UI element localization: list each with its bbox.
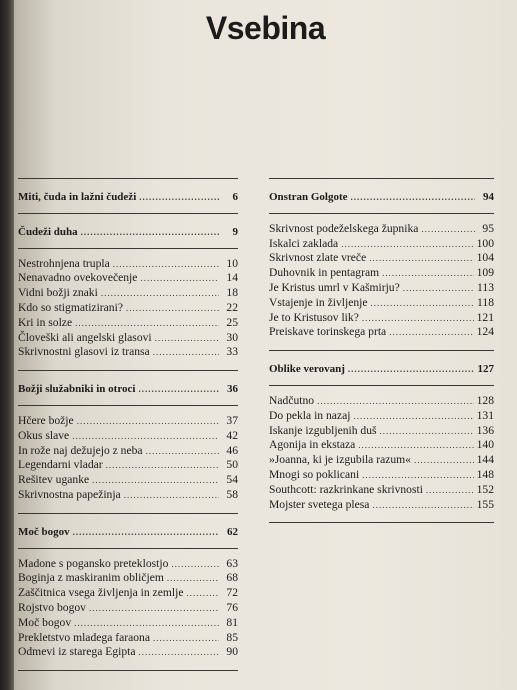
dot-leader — [382, 267, 473, 281]
toc-entry-row — [18, 257, 238, 272]
toc-entry-title: Mnogi so poklicani — [269, 467, 360, 481]
toc-entry-title: Southcott: razkrinkane skrivnosti — [269, 482, 423, 496]
toc-entry-title: Madone s pogansko preteklostjo — [18, 556, 169, 570]
toc-entry-row — [269, 438, 494, 453]
toc-entry-title: Moč bogov — [18, 615, 72, 629]
toc-entry-row — [269, 296, 494, 311]
toc-section-row — [18, 191, 238, 205]
toc-page-number: 37 — [226, 413, 238, 427]
toc-page-number: 30 — [226, 330, 238, 344]
toc-entry-row — [269, 498, 494, 513]
toc-page-number: 109 — [476, 266, 494, 280]
toc-entry-row — [18, 645, 238, 660]
page-title: Vsebina — [205, 10, 326, 46]
toc-page-number: 152 — [476, 482, 494, 496]
dot-leader — [81, 226, 219, 240]
toc-page-number: 81 — [226, 615, 238, 629]
toc-page-number: 148 — [476, 467, 494, 481]
toc-entry-title: Iskanje izgubljenih duš — [269, 423, 377, 437]
toc-page-number: 131 — [476, 408, 494, 422]
toc-entry-row — [18, 331, 238, 346]
dot-leader — [77, 415, 219, 429]
toc-entry-row — [18, 631, 238, 646]
dot-leader — [421, 223, 475, 237]
dot-leader — [414, 454, 474, 468]
dot-leader — [155, 332, 219, 346]
toc-page-number: 155 — [476, 497, 494, 511]
dot-leader — [89, 602, 219, 616]
toc-section-title: Oblike verovanj — [269, 363, 345, 376]
toc-page-number: 33 — [226, 345, 238, 359]
dot-leader — [74, 617, 219, 631]
toc-entry-title: Nestrohnjena trupla — [18, 256, 110, 270]
toc-page-number: 62 — [227, 525, 238, 538]
dot-leader — [348, 363, 475, 377]
toc-section-row — [269, 191, 494, 205]
dot-leader — [389, 326, 473, 340]
toc-entry-title: Je Kristus umrl v Kašmirju? — [269, 280, 400, 294]
dot-leader — [72, 430, 219, 444]
toc-entry-row — [269, 453, 494, 468]
book-spine — [0, 0, 14, 690]
toc-entry-title: Kdo so stigmatizirani? — [18, 300, 123, 314]
toc-entry-row — [18, 316, 238, 331]
toc-page-number: 36 — [227, 383, 238, 396]
toc-entry-title: Človeški ali angelski glasovi — [18, 330, 152, 344]
toc-entry-title: Mojster svetega plesa — [269, 497, 370, 511]
toc-entry-row — [18, 586, 238, 601]
toc-section-row — [18, 383, 238, 397]
section-rule — [269, 522, 494, 523]
toc-page-number: 58 — [226, 487, 238, 501]
toc-entry-title: Rešitev uganke — [18, 473, 90, 487]
toc-page-number: 95 — [482, 221, 494, 235]
toc-entry-title: Vstajenje in življenje — [269, 295, 368, 309]
toc-entry-row — [269, 409, 494, 424]
dot-leader — [358, 439, 473, 453]
toc-entry-title: Nadčutno — [269, 393, 315, 407]
toc-section-row — [269, 363, 494, 377]
toc-entry-row — [18, 557, 238, 572]
dot-leader — [146, 445, 219, 459]
toc-entry-title: Vidni božji znaki — [18, 286, 98, 300]
dot-leader — [372, 499, 473, 513]
toc-section-title: Božji služabniki in otroci — [18, 383, 136, 396]
toc-page-number: 85 — [226, 630, 238, 644]
toc-column-left — [18, 178, 238, 671]
toc-page-number: 136 — [476, 423, 494, 437]
dot-leader — [153, 346, 219, 360]
toc-entry-title: »Joanna, ki je izgubila razum« — [269, 453, 411, 467]
dot-leader — [341, 238, 473, 252]
toc-section-title: Onstran Golgote — [269, 191, 348, 203]
toc-page-number: 50 — [226, 458, 238, 472]
dot-leader — [73, 526, 219, 540]
dot-leader — [113, 258, 219, 272]
toc-entry-title: Nenavadno ovekovečenje — [18, 271, 138, 285]
dot-leader — [353, 410, 473, 424]
dot-leader — [317, 395, 474, 409]
toc-entry-row — [18, 286, 238, 301]
toc-entry-title: Odmevi iz starega Egipta — [18, 645, 136, 659]
toc-entry-row — [269, 237, 494, 252]
toc-section-title: Čudeži duha — [18, 225, 78, 238]
toc-entry-row — [18, 444, 238, 459]
toc-page-number: 128 — [476, 393, 494, 407]
dot-leader — [139, 191, 219, 205]
toc-entry-title: Skrivnost podeželskega župnika — [269, 221, 419, 235]
dot-leader — [369, 252, 473, 266]
dot-leader — [138, 383, 219, 397]
toc-entry-row — [18, 414, 238, 429]
toc-page-number: 6 — [232, 191, 238, 203]
dot-leader — [126, 302, 219, 316]
toc-entry-row — [18, 345, 238, 360]
toc-entry-title: Do pekla in nazaj — [269, 408, 351, 422]
dot-leader — [139, 646, 219, 660]
toc-entry-row — [18, 458, 238, 473]
toc-page-number: 54 — [226, 473, 238, 487]
toc-entry-title: Zaščitnica vsega življenja in zemlje — [18, 586, 184, 600]
toc-entry-row — [18, 429, 238, 444]
toc-page-number: 63 — [226, 556, 238, 570]
dot-leader — [426, 484, 474, 498]
toc-entry-row — [269, 394, 494, 409]
dot-leader — [140, 272, 219, 286]
toc-page-number: 100 — [476, 236, 494, 250]
toc-entry-title: Iskalci zaklada — [269, 236, 339, 250]
toc-page-number: 18 — [226, 286, 238, 300]
book-page — [14, 0, 517, 690]
toc-entry-title: Boginja z maskiranim obličjem — [18, 571, 164, 585]
toc-page-number: 9 — [232, 225, 238, 238]
toc-entry-row — [269, 325, 494, 340]
toc-page-number: 42 — [226, 428, 238, 442]
toc-page-number: 46 — [226, 443, 238, 457]
section-rule — [18, 670, 238, 671]
toc-page-number: 90 — [226, 645, 238, 659]
dot-leader — [153, 632, 219, 646]
toc-section-title: Miti, čuda in lažni čudeži — [18, 191, 137, 203]
toc-page-number: 68 — [226, 571, 238, 585]
dot-leader — [171, 558, 219, 572]
toc-page-number: 72 — [226, 586, 238, 600]
toc-entry-title: Prekletstvo mladega faraona — [18, 630, 150, 644]
toc-entry-row — [269, 222, 494, 237]
toc-page-number: 25 — [226, 315, 238, 329]
toc-page-number: 113 — [477, 280, 494, 294]
toc-page-number: 127 — [477, 363, 494, 376]
dot-leader — [362, 469, 473, 483]
toc-entry-row — [18, 271, 238, 286]
toc-page-number: 14 — [226, 271, 238, 285]
toc-entry-title: Legendarni vladar — [18, 458, 103, 472]
toc-entry-row — [269, 266, 494, 281]
toc-section-row — [18, 226, 238, 240]
toc-entry-title: Agonija in ekstaza — [269, 438, 356, 452]
toc-entry-row — [269, 281, 494, 296]
toc-page-number: 104 — [476, 251, 494, 265]
toc-entry-title: Skrivnostni glasovi iz transa — [18, 345, 150, 359]
toc-entry-title: Okus slave — [18, 428, 70, 442]
toc-column-right — [269, 178, 494, 523]
toc-entry-title: Kri in solze — [18, 315, 73, 329]
toc-entry-row — [269, 251, 494, 266]
dot-leader — [362, 312, 474, 326]
toc-page-number: 140 — [476, 438, 494, 452]
toc-entry-row — [269, 424, 494, 439]
toc-entry-row — [18, 473, 238, 488]
toc-entry-row — [18, 488, 238, 503]
toc-entry-title: Je to Kristusov lik? — [269, 310, 359, 324]
toc-section-title: Moč bogov — [18, 525, 70, 538]
toc-entry-title: Duhovnik in pentagram — [269, 266, 380, 280]
toc-entry-row — [18, 616, 238, 631]
toc-entry-title: Preiskave torinskega prta — [269, 325, 387, 339]
dot-leader — [186, 587, 219, 601]
dot-leader — [351, 191, 475, 205]
dot-leader — [380, 425, 474, 439]
dot-leader — [371, 297, 475, 311]
toc-page-number: 124 — [476, 325, 494, 339]
dot-leader — [403, 282, 474, 296]
dot-leader — [124, 489, 219, 503]
toc-entry-row — [269, 311, 494, 326]
dot-leader — [167, 572, 219, 586]
dot-leader — [75, 317, 219, 331]
toc-section-row — [18, 526, 238, 540]
toc-page-number: 144 — [476, 453, 494, 467]
toc-entry-row — [269, 483, 494, 498]
toc-entry-title: In rože naj dežujejo z neba — [18, 443, 143, 457]
toc-page-number: 10 — [226, 256, 238, 270]
toc-entry-title: Rojstvo bogov — [18, 600, 86, 614]
toc-page-number: 121 — [476, 310, 494, 324]
toc-entry-row — [18, 571, 238, 586]
dot-leader — [92, 474, 219, 488]
toc-entry-title: Hčere božje — [18, 413, 74, 427]
toc-entry-row — [18, 601, 238, 616]
toc-page-number: 118 — [477, 295, 494, 309]
toc-page-number: 94 — [483, 191, 494, 203]
toc-entry-title: Skrivnost zlate vreče — [269, 251, 367, 265]
toc-entry-title: Skrivnostna papežinja — [18, 487, 121, 501]
toc-page-number: 22 — [226, 300, 238, 314]
toc-entry-row — [18, 301, 238, 316]
dot-leader — [106, 459, 219, 473]
toc-entry-row — [269, 468, 494, 483]
toc-page-number: 76 — [226, 600, 238, 614]
dot-leader — [101, 287, 219, 301]
